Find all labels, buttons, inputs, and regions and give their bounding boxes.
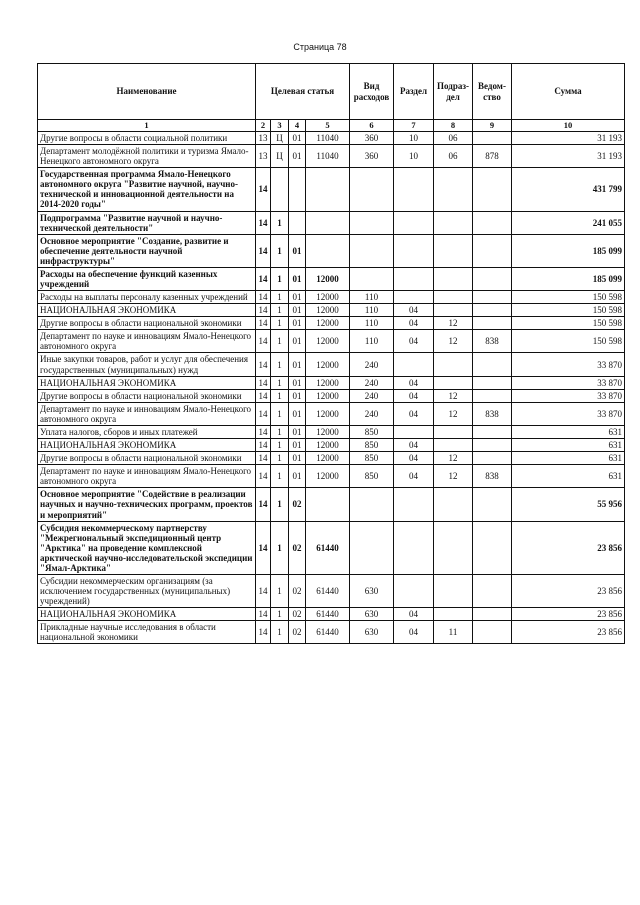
row-section <box>394 488 434 521</box>
row-code-5: 12000 <box>306 291 350 304</box>
col-number: 10 <box>512 120 625 132</box>
row-expense-type <box>350 211 394 234</box>
row-department: 838 <box>473 330 512 353</box>
header-row <box>38 64 625 120</box>
row-code-4: 01 <box>289 234 306 267</box>
col-number: 5 <box>306 120 350 132</box>
row-code-3: 1 <box>271 211 289 234</box>
row-sum: 150 598 <box>512 330 625 353</box>
table-row <box>38 521 625 574</box>
row-subsection <box>434 574 473 607</box>
row-expense-type: 240 <box>350 402 394 425</box>
row-expense-type <box>350 234 394 267</box>
row-code-2: 14 <box>256 608 271 621</box>
row-name: Прикладные научные исследования в области национальной экономики <box>38 621 256 644</box>
row-subsection <box>434 439 473 452</box>
row-sum: 33 870 <box>512 402 625 425</box>
row-code-2: 14 <box>256 168 271 211</box>
row-section <box>394 353 434 376</box>
row-code-3: 1 <box>271 521 289 574</box>
row-section <box>394 291 434 304</box>
row-section: 04 <box>394 389 434 402</box>
row-name: Иные закупки товаров, работ и услуг для обеспечения государственных (муниципальных) нужд <box>38 353 256 376</box>
row-sum: 185 099 <box>512 234 625 267</box>
row-department <box>473 389 512 402</box>
row-section: 04 <box>394 608 434 621</box>
row-name: Другие вопросы в области социальной политики <box>38 132 256 145</box>
row-code-3: 1 <box>271 234 289 267</box>
row-subsection <box>434 211 473 234</box>
row-section <box>394 168 434 211</box>
row-department <box>473 353 512 376</box>
row-code-4: 01 <box>289 132 306 145</box>
row-name: Субсидии некоммерческим организациям (за исключением государственных (муниципальных) учреждений) <box>38 574 256 607</box>
col-number: 3 <box>271 120 289 132</box>
row-subsection <box>434 353 473 376</box>
row-sum: 33 870 <box>512 353 625 376</box>
row-department <box>473 425 512 438</box>
row-name: Основное мероприятие "Содействие в реализации научных и научно-технических программ, проектов и мероприятий" <box>38 488 256 521</box>
row-name: Основное мероприятие "Создание, развитие и обеспечение деятельности научной инфраструктуры" <box>38 234 256 267</box>
row-subsection <box>434 521 473 574</box>
table-row <box>38 452 625 465</box>
row-code-2: 14 <box>256 439 271 452</box>
row-section: 04 <box>394 452 434 465</box>
row-code-2: 14 <box>256 330 271 353</box>
row-code-4: 02 <box>289 608 306 621</box>
row-code-5 <box>306 168 350 211</box>
row-code-5: 12000 <box>306 402 350 425</box>
row-code-5: 11040 <box>306 132 350 145</box>
row-code-4: 01 <box>289 330 306 353</box>
row-code-2: 14 <box>256 465 271 488</box>
row-sum: 631 <box>512 425 625 438</box>
table-row <box>38 574 625 607</box>
row-code-3: 1 <box>271 488 289 521</box>
row-expense-type: 630 <box>350 574 394 607</box>
row-code-5: 61440 <box>306 608 350 621</box>
row-code-2: 14 <box>256 211 271 234</box>
row-code-2: 14 <box>256 376 271 389</box>
row-code-3: 1 <box>271 465 289 488</box>
row-sum: 23 856 <box>512 521 625 574</box>
row-code-2: 14 <box>256 621 271 644</box>
table-row <box>38 465 625 488</box>
row-department <box>473 317 512 330</box>
row-sum: 23 856 <box>512 574 625 607</box>
row-code-2: 14 <box>256 291 271 304</box>
table-row <box>38 488 625 521</box>
row-subsection <box>434 267 473 290</box>
table-row <box>38 234 625 267</box>
row-department <box>473 621 512 644</box>
row-name: Государственная программа Ямало-Ненецкого автономного округа "Развитие научной, научно-технической и инновационной деятельности на 2014-2020 годы" <box>38 168 256 211</box>
row-section <box>394 211 434 234</box>
table-row <box>38 132 625 145</box>
row-code-4: 02 <box>289 621 306 644</box>
row-code-2: 14 <box>256 402 271 425</box>
row-department <box>473 168 512 211</box>
row-code-5: 12000 <box>306 353 350 376</box>
row-code-5: 12000 <box>306 452 350 465</box>
row-sum: 150 598 <box>512 317 625 330</box>
row-subsection: 12 <box>434 465 473 488</box>
col-number: 6 <box>350 120 394 132</box>
row-sum: 33 870 <box>512 389 625 402</box>
row-department <box>473 521 512 574</box>
row-expense-type: 240 <box>350 376 394 389</box>
row-code-3: 1 <box>271 452 289 465</box>
row-code-4: 02 <box>289 521 306 574</box>
row-name: Подпрограмма "Развитие научной и научно-технической деятельности" <box>38 211 256 234</box>
row-expense-type: 110 <box>350 304 394 317</box>
col-number: 4 <box>289 120 306 132</box>
table-row <box>38 145 625 168</box>
row-sum: 631 <box>512 465 625 488</box>
row-department <box>473 211 512 234</box>
table-row <box>38 304 625 317</box>
row-code-3: 1 <box>271 330 289 353</box>
table-row <box>38 402 625 425</box>
row-code-2: 14 <box>256 425 271 438</box>
row-name: НАЦИОНАЛЬНАЯ ЭКОНОМИКА <box>38 304 256 317</box>
table-row <box>38 267 625 290</box>
row-sum: 31 193 <box>512 132 625 145</box>
budget-table <box>37 63 625 644</box>
row-code-5: 12000 <box>306 439 350 452</box>
row-code-2: 14 <box>256 521 271 574</box>
row-code-5: 61440 <box>306 621 350 644</box>
row-code-4: 01 <box>289 439 306 452</box>
row-code-3: 1 <box>271 389 289 402</box>
header-type: Вид расходов <box>350 64 394 120</box>
row-code-3: 1 <box>271 608 289 621</box>
row-code-3: 1 <box>271 574 289 607</box>
header-sum: Сумма <box>512 64 625 120</box>
row-department: 838 <box>473 465 512 488</box>
row-code-2: 14 <box>256 234 271 267</box>
row-code-2: 14 <box>256 389 271 402</box>
row-subsection <box>434 608 473 621</box>
row-code-4: 01 <box>289 376 306 389</box>
row-section: 10 <box>394 132 434 145</box>
row-code-5 <box>306 234 350 267</box>
row-name: НАЦИОНАЛЬНАЯ ЭКОНОМИКА <box>38 376 256 389</box>
row-sum: 55 956 <box>512 488 625 521</box>
row-code-4: 01 <box>289 304 306 317</box>
row-code-3: 1 <box>271 402 289 425</box>
row-name: НАЦИОНАЛЬНАЯ ЭКОНОМИКА <box>38 439 256 452</box>
table-row <box>38 621 625 644</box>
row-code-5 <box>306 211 350 234</box>
row-name: Департамент по науке и инновациям Ямало-Ненецкого автономного округа <box>38 465 256 488</box>
row-subsection: 12 <box>434 317 473 330</box>
row-code-3: 1 <box>271 317 289 330</box>
row-section: 04 <box>394 439 434 452</box>
header-dept: Ведом-ство <box>473 64 512 120</box>
row-code-3: 1 <box>271 353 289 376</box>
row-section <box>394 521 434 574</box>
table-row <box>38 389 625 402</box>
row-code-3: 1 <box>271 621 289 644</box>
table-row <box>38 439 625 452</box>
row-subsection: 12 <box>434 330 473 353</box>
row-subsection: 12 <box>434 389 473 402</box>
row-name: Другие вопросы в области национальной экономики <box>38 389 256 402</box>
col-number: 2 <box>256 120 271 132</box>
row-code-5 <box>306 488 350 521</box>
row-expense-type: 630 <box>350 608 394 621</box>
row-code-3: 1 <box>271 291 289 304</box>
row-code-4: 01 <box>289 145 306 168</box>
row-department <box>473 452 512 465</box>
header-section: Раздел <box>394 64 434 120</box>
row-code-3: Ц <box>271 145 289 168</box>
row-section: 04 <box>394 402 434 425</box>
row-code-4: 01 <box>289 291 306 304</box>
row-subsection: 12 <box>434 452 473 465</box>
col-number: 8 <box>434 120 473 132</box>
row-subsection <box>434 291 473 304</box>
row-sum: 31 193 <box>512 145 625 168</box>
page-number: Страница 78 <box>293 42 347 52</box>
row-sum: 23 856 <box>512 621 625 644</box>
row-code-5: 12000 <box>306 317 350 330</box>
table-row <box>38 608 625 621</box>
row-code-5: 61440 <box>306 574 350 607</box>
row-department <box>473 234 512 267</box>
row-sum: 241 055 <box>512 211 625 234</box>
row-name: Уплата налогов, сборов и иных платежей <box>38 425 256 438</box>
row-sum: 150 598 <box>512 304 625 317</box>
column-number-row <box>38 120 625 132</box>
row-code-4: 01 <box>289 425 306 438</box>
row-code-2: 14 <box>256 452 271 465</box>
row-code-2: 14 <box>256 353 271 376</box>
row-name: Другие вопросы в области национальной экономики <box>38 317 256 330</box>
row-sum: 185 099 <box>512 267 625 290</box>
row-expense-type: 240 <box>350 389 394 402</box>
row-code-2: 14 <box>256 267 271 290</box>
row-section: 04 <box>394 317 434 330</box>
row-subsection: 12 <box>434 402 473 425</box>
row-code-5: 12000 <box>306 376 350 389</box>
row-department <box>473 376 512 389</box>
table-row <box>38 330 625 353</box>
row-subsection <box>434 304 473 317</box>
row-department <box>473 574 512 607</box>
row-sum: 150 598 <box>512 291 625 304</box>
row-department <box>473 132 512 145</box>
row-department: 878 <box>473 145 512 168</box>
row-section: 04 <box>394 376 434 389</box>
row-code-4: 01 <box>289 389 306 402</box>
row-section: 04 <box>394 330 434 353</box>
row-code-4: 01 <box>289 402 306 425</box>
row-code-4 <box>289 168 306 211</box>
col-number: 7 <box>394 120 434 132</box>
row-code-4: 01 <box>289 452 306 465</box>
row-department: 838 <box>473 402 512 425</box>
header-target: Целевая статья <box>256 64 350 120</box>
row-department <box>473 291 512 304</box>
row-department <box>473 267 512 290</box>
row-expense-type: 850 <box>350 452 394 465</box>
row-code-3 <box>271 168 289 211</box>
row-department <box>473 608 512 621</box>
row-expense-type: 110 <box>350 317 394 330</box>
row-section: 04 <box>394 621 434 644</box>
row-expense-type: 850 <box>350 425 394 438</box>
row-name: НАЦИОНАЛЬНАЯ ЭКОНОМИКА <box>38 608 256 621</box>
row-sum: 631 <box>512 439 625 452</box>
row-expense-type <box>350 521 394 574</box>
row-name: Департамент по науке и инновациям Ямало-Ненецкого автономного округа <box>38 330 256 353</box>
row-code-3: 1 <box>271 376 289 389</box>
row-code-5: 11040 <box>306 145 350 168</box>
row-code-4: 01 <box>289 465 306 488</box>
row-code-3: 1 <box>271 267 289 290</box>
row-expense-type: 110 <box>350 291 394 304</box>
row-code-4: 01 <box>289 267 306 290</box>
row-section <box>394 267 434 290</box>
row-code-2: 13 <box>256 132 271 145</box>
row-section: 04 <box>394 304 434 317</box>
row-code-3: 1 <box>271 439 289 452</box>
row-subsection: 11 <box>434 621 473 644</box>
row-expense-type <box>350 267 394 290</box>
row-sum: 33 870 <box>512 376 625 389</box>
row-code-5: 12000 <box>306 267 350 290</box>
row-subsection <box>434 234 473 267</box>
row-expense-type <box>350 168 394 211</box>
table-row <box>38 376 625 389</box>
row-section <box>394 234 434 267</box>
header-subsection: Подраз-дел <box>434 64 473 120</box>
row-code-2: 13 <box>256 145 271 168</box>
table-row <box>38 425 625 438</box>
row-code-2: 14 <box>256 574 271 607</box>
row-expense-type: 240 <box>350 353 394 376</box>
table-row <box>38 211 625 234</box>
row-section <box>394 425 434 438</box>
row-expense-type: 110 <box>350 330 394 353</box>
row-name: Другие вопросы в области национальной экономики <box>38 452 256 465</box>
row-code-2: 14 <box>256 304 271 317</box>
row-code-2: 14 <box>256 488 271 521</box>
row-subsection <box>434 168 473 211</box>
table-row <box>38 353 625 376</box>
row-section: 10 <box>394 145 434 168</box>
row-name: Расходы на обеспечение функций казенных учреждений <box>38 267 256 290</box>
row-name: Департамент по науке и инновациям Ямало-Ненецкого автономного округа <box>38 402 256 425</box>
row-expense-type: 630 <box>350 621 394 644</box>
row-name: Департамент молодёжной политики и туризма Ямало-Ненецкого автономного округа <box>38 145 256 168</box>
row-expense-type: 850 <box>350 465 394 488</box>
row-section <box>394 574 434 607</box>
row-subsection <box>434 425 473 438</box>
row-name: Субсидия некоммерческому партнерству "Межрегиональный экспедиционный центр "Арктика" на проведение комплексной арктической научно-исследовательской экспедиции "Ямал-Арктика" <box>38 521 256 574</box>
row-department <box>473 488 512 521</box>
row-code-4: 01 <box>289 317 306 330</box>
col-number: 9 <box>473 120 512 132</box>
row-department <box>473 304 512 317</box>
row-expense-type: 360 <box>350 145 394 168</box>
row-code-5: 61440 <box>306 521 350 574</box>
row-code-3: Ц <box>271 132 289 145</box>
row-code-3: 1 <box>271 304 289 317</box>
row-code-3: 1 <box>271 425 289 438</box>
row-subsection: 06 <box>434 145 473 168</box>
header-name: Наименование <box>38 64 256 120</box>
row-sum: 431 799 <box>512 168 625 211</box>
row-code-5: 12000 <box>306 330 350 353</box>
row-code-4 <box>289 211 306 234</box>
row-name: Расходы на выплаты персоналу казенных учреждений <box>38 291 256 304</box>
row-subsection: 06 <box>434 132 473 145</box>
row-code-5: 12000 <box>306 304 350 317</box>
row-code-4: 02 <box>289 574 306 607</box>
row-subsection <box>434 488 473 521</box>
row-sum: 631 <box>512 452 625 465</box>
row-code-5: 12000 <box>306 389 350 402</box>
row-code-2: 14 <box>256 317 271 330</box>
row-expense-type <box>350 488 394 521</box>
row-expense-type: 360 <box>350 132 394 145</box>
row-code-4: 02 <box>289 488 306 521</box>
table-row <box>38 317 625 330</box>
row-department <box>473 439 512 452</box>
row-code-5: 12000 <box>306 425 350 438</box>
row-subsection <box>434 376 473 389</box>
row-code-4: 01 <box>289 353 306 376</box>
row-section: 04 <box>394 465 434 488</box>
row-code-5: 12000 <box>306 465 350 488</box>
row-expense-type: 850 <box>350 439 394 452</box>
row-sum: 23 856 <box>512 608 625 621</box>
col-number: 1 <box>38 120 256 132</box>
table-row <box>38 291 625 304</box>
table-row <box>38 168 625 211</box>
